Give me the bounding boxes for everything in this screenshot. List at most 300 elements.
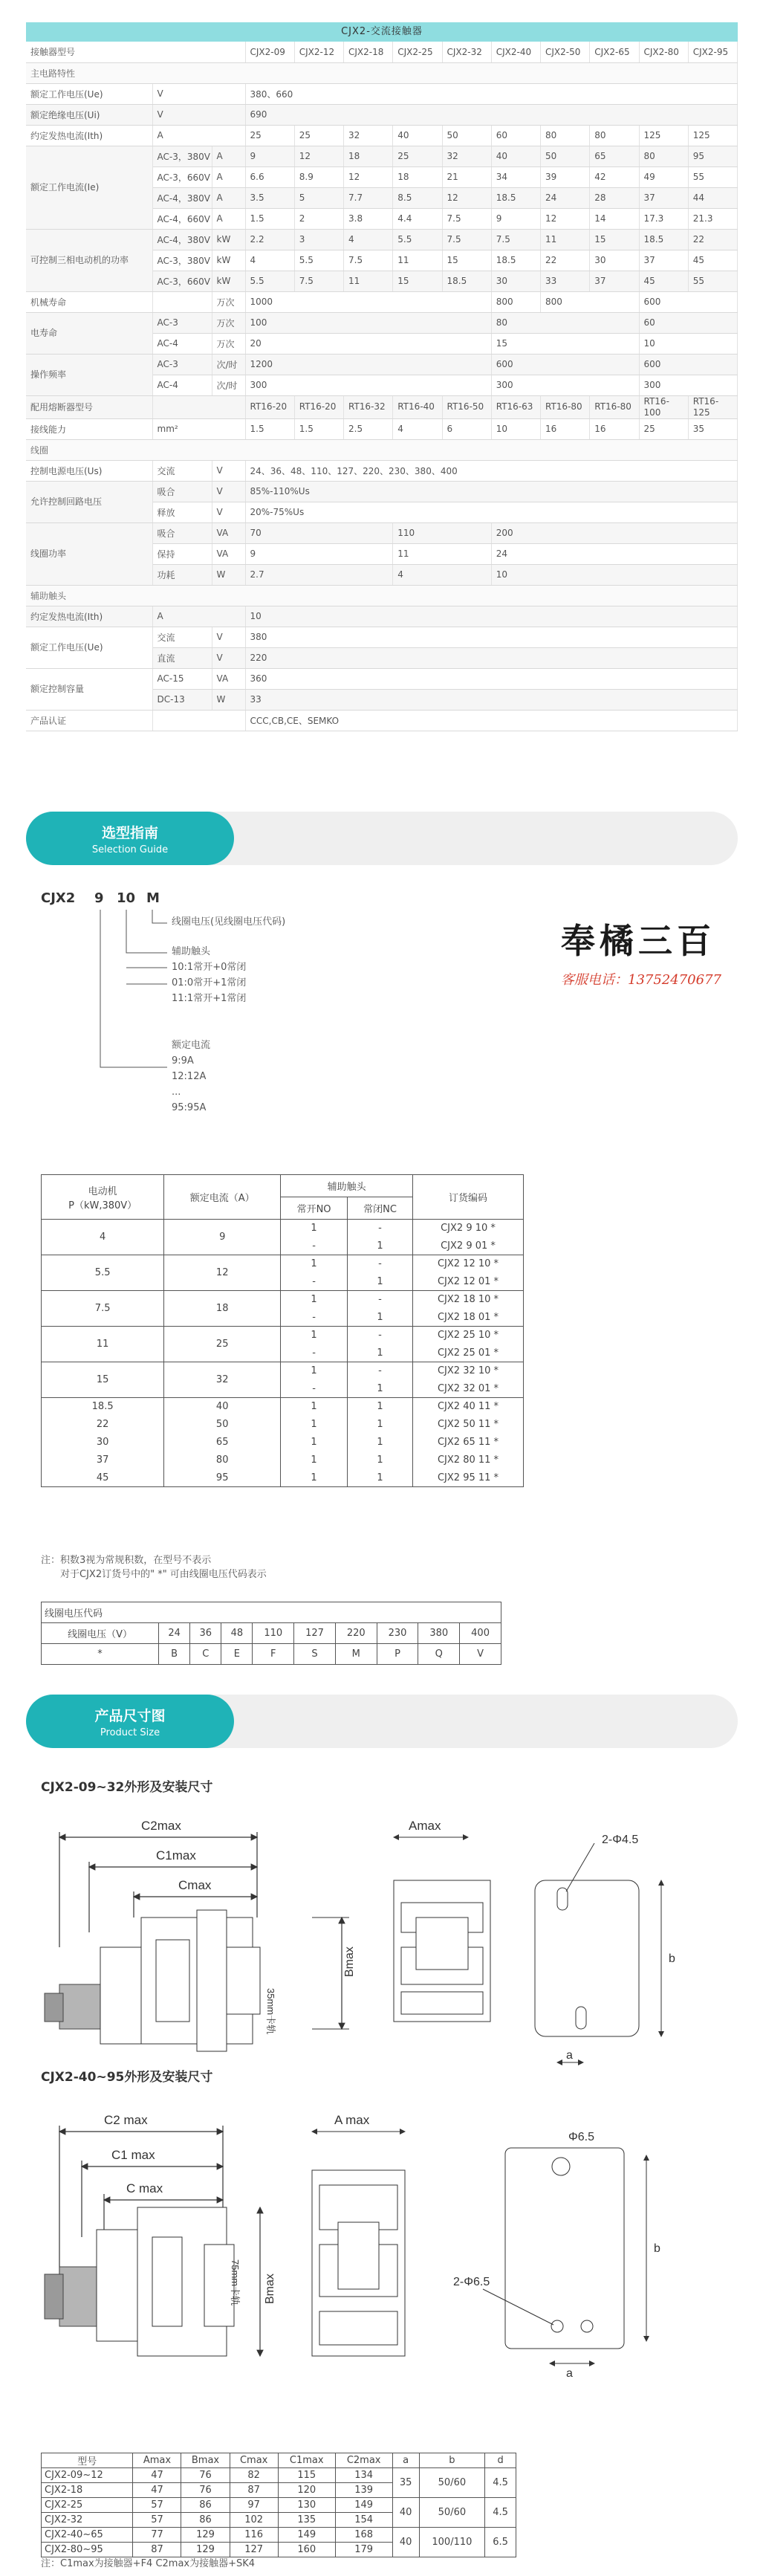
spec-unit [152,710,245,731]
spec-value: 600 [491,354,639,375]
spec-sub: AC-3，380V [152,146,212,166]
spec-value: 24 [491,543,737,564]
coil-code: B [159,1644,190,1665]
spec-value: 1.5 [245,418,294,439]
spec-value: 200 [491,522,737,543]
spec-row [26,481,738,502]
order-cell: 1 [348,1273,413,1291]
spec-sub [152,291,212,312]
code-coil: M [146,890,160,906]
dim1-rail-label: 35mm卡轨 [265,1988,276,2035]
spec-value: 11 [541,229,590,250]
order-h-aux: 辅助触头 [281,1175,413,1197]
spec-param-name: 控制电源电压(Us) [26,460,152,481]
dim-cell: 179 [335,2543,392,2557]
dim-cell: CJX2-40~65 [42,2528,133,2543]
spec-value: 7.7 [344,187,393,208]
dim-header: Amax [133,2453,181,2468]
spec-value: 32 [442,146,491,166]
spec-value: 37 [590,271,639,291]
dimension-note: 注：C1max为接触器+F4 C2max为接触器+SK4 [41,2558,256,2569]
spec-section-row [26,585,738,606]
spec-unit: 次/时 [212,375,245,395]
spec-param-name: 产品认证 [26,710,152,731]
spec-value: 24 [541,187,590,208]
coil-title-row [42,1602,501,1623]
order-header-row [42,1175,524,1197]
spec-row [26,229,738,250]
spec-value: RT16-100 [639,395,688,418]
spec-value: 14 [590,208,639,229]
spec-value: 50 [541,146,590,166]
coil-voltage: 220 [335,1623,377,1644]
spec-unit: A [212,146,245,166]
spec-value: 20 [245,333,491,354]
spec-unit: A [152,606,245,627]
spec-value: 7.5 [344,250,393,271]
spec-value: 300 [639,375,738,395]
dim2-b-label: Bmax [264,2274,276,2304]
spec-value: 60 [639,312,738,333]
dim-cell: 129 [181,2543,230,2557]
product-size-banner [26,1695,738,1748]
table-row [42,1327,524,1344]
spec-row [26,710,738,731]
table-row [42,1434,524,1452]
order-cell: 1 [348,1434,413,1452]
dim1-b-label: Bmax [343,1946,356,1977]
order-cell: 80 [164,1452,281,1469]
order-cell: 1 [348,1416,413,1434]
spec-model-4: CJX2-32 [442,42,491,62]
spec-value: 15 [491,333,639,354]
spec-value: 1.5 [294,418,343,439]
dim2-rail-label: 75mm卡轨 [230,2259,241,2306]
table-row [42,1469,524,1487]
spec-value: RT16-20 [245,395,294,418]
ann-current [172,1038,210,1116]
order-h-current: 额定电流（A） [164,1175,281,1220]
order-cell: 1 [348,1398,413,1416]
order-cell: 1 [348,1452,413,1469]
spec-value: 25 [393,146,442,166]
spec-value: 8.9 [294,166,343,187]
spec-sub: 交流 [152,627,212,647]
dim1-c2-label: C2max [141,1819,181,1833]
spec-row [26,668,738,689]
spec-unit: mm² [152,418,245,439]
order-cell: 1 [348,1237,413,1255]
table-row [42,2498,516,2513]
dim-d: 4.5 [485,2468,516,2498]
spec-unit: V [212,647,245,668]
spec-param-name: 额定控制容量 [26,668,152,710]
product-size-pill [26,1695,234,1748]
spec-sub: 直流 [152,647,212,668]
spec-value: 34 [491,166,540,187]
spec-value: RT16-50 [442,395,491,418]
brand-seal [561,914,758,988]
dim-cell: 47 [133,2483,181,2498]
dim-cell: 86 [181,2498,230,2513]
order-h-power: 电动机 P（kW,380V） [42,1175,164,1220]
table-row [42,1220,524,1237]
ann-current-12: 12:12A [172,1071,207,1082]
spec-value: 1000 [245,291,491,312]
spec-value: 300 [491,375,639,395]
order-current: 18 [164,1291,281,1327]
spec-value: 25 [245,125,294,146]
table-row [42,2468,516,2483]
order-cell: 1 [281,1362,348,1380]
dim-cell: 168 [335,2528,392,2543]
spec-sub: DC-13 [152,689,212,710]
spec-value: 22 [541,250,590,271]
dim-cell: 77 [133,2528,181,2543]
spec-param-name: 允许控制回路电压 [26,481,152,522]
order-power: 7.5 [42,1291,164,1327]
spec-value: 7.5 [442,208,491,229]
spec-value: 70 [245,522,393,543]
order-h-nc: 常闭NC [348,1197,413,1220]
ann-aux-10: 10:1常开+0常闭 [172,962,247,973]
dim2-mount-view [483,2148,646,2363]
ann-aux-11: 11:1常开+1常闭 [172,993,247,1004]
spec-value: 22 [688,229,737,250]
order-cell: - [281,1344,348,1362]
order-cell: CJX2 12 01 * [413,1273,524,1291]
spec-unit: kW [212,271,245,291]
spec-value: 18 [393,166,442,187]
dim2-c1-label: C1 max [111,2148,155,2162]
dim2-small-b: b [654,2242,660,2255]
dim-cell: 57 [133,2498,181,2513]
spec-value: 800 [491,291,540,312]
coil-star: * [42,1644,159,1665]
spec-unit: V [212,481,245,502]
order-cell: CJX2 32 10 * [413,1362,524,1380]
spec-row [26,606,738,627]
order-cell: 1 [281,1255,348,1273]
spec-row [26,627,738,647]
spec-row [26,83,738,104]
spec-value: RT16-80 [590,395,639,418]
selection-guide-title: 选型指南 [101,825,158,841]
dim-cell: 127 [230,2543,278,2557]
spec-value: 55 [688,166,737,187]
spec-value: 690 [245,104,738,125]
spec-value: 80 [541,125,590,146]
ann-current-9: 9:9A [172,1055,194,1067]
spec-sub: AC-3，380V [152,250,212,271]
order-cell: CJX2 18 01 * [413,1309,524,1327]
order-cell: CJX2 32 01 * [413,1380,524,1398]
coil-voltage: 110 [253,1623,294,1644]
spec-unit: kW [212,250,245,271]
dim-header: b [419,2453,485,2468]
coil-voltage-row [42,1623,501,1644]
spec-value: 35 [688,418,737,439]
spec-value: 1200 [245,354,491,375]
order-cell: 22 [42,1416,164,1434]
spec-unit: W [212,564,245,585]
order-cell: 1 [281,1416,348,1434]
spec-value: 18.5 [639,229,688,250]
coil-voltage: 127 [294,1623,336,1644]
spec-model-8: CJX2-80 [639,42,688,62]
spec-model-1: CJX2-12 [294,42,343,62]
spec-value: 21.3 [688,208,737,229]
spec-value: 18.5 [491,187,540,208]
table-row [42,1416,524,1434]
spec-unit: VA [212,543,245,564]
spec-value: 16 [541,418,590,439]
dim-cell: 116 [230,2528,278,2543]
dim-cell: 86 [181,2513,230,2528]
note-2: 对于CJX2订货号中的" *" 可由线圈电压代码表示 [60,1569,267,1580]
table-row [42,2528,516,2543]
spec-title: CJX2-交流接触器 [26,22,738,42]
spec-value: 10 [491,418,540,439]
spec-value: 12 [541,208,590,229]
spec-unit: V [152,104,245,125]
order-h-no: 常开NO [281,1197,348,1220]
coil-code-row [42,1644,501,1665]
table-row [42,1452,524,1469]
spec-unit: 万次 [212,291,245,312]
spec-value: 5.5 [393,229,442,250]
spec-value: 7.5 [442,229,491,250]
order-cell: 1 [281,1327,348,1344]
spec-value: 4 [344,229,393,250]
spec-value: 2.7 [245,564,393,585]
order-cell: 1 [281,1398,348,1416]
dim-cell: CJX2-09~12 [42,2468,133,2483]
spec-value: 30 [491,271,540,291]
spec-value: 80 [590,125,639,146]
spec-value: 11 [344,271,393,291]
dim-a: 35 [392,2468,419,2498]
spec-value: 20%-75%Us [245,502,738,522]
spec-table-block [26,22,738,731]
dim1-hole-label: 2-Φ4.5 [602,1834,639,1846]
dim2-drawing [37,2088,743,2378]
spec-value: RT16-40 [393,395,442,418]
order-cell: CJX2 25 01 * [413,1344,524,1362]
spec-row [26,104,738,125]
order-cell: 37 [42,1452,164,1469]
order-notes [41,1553,267,1582]
dim2-c-label: C max [126,2181,163,2195]
spec-value: 11 [393,543,492,564]
order-cell: - [281,1237,348,1255]
order-cell: CJX2 50 11 * [413,1416,524,1434]
spec-value: 18.5 [491,250,540,271]
order-cell: 1 [348,1344,413,1362]
spec-value: 3.5 [245,187,294,208]
dim-cell: 134 [335,2468,392,2483]
coil-code: Q [418,1644,460,1665]
spec-value: 39 [541,166,590,187]
spec-param-name: 可控制三相电动机的功率 [26,229,152,291]
selection-guide-pill [26,812,234,865]
order-cell: 1 [281,1434,348,1452]
spec-value: 4.4 [393,208,442,229]
dim-cell: 139 [335,2483,392,2498]
order-cell: 65 [164,1434,281,1452]
spec-param-name: 约定发热电流(Ith) [26,606,152,627]
spec-value: 5 [294,187,343,208]
spec-value: 5.5 [294,250,343,271]
spec-param-name: 机械寿命 [26,291,152,312]
spec-value: 25 [639,418,688,439]
order-cell: - [348,1220,413,1237]
dim-cell: 47 [133,2468,181,2483]
order-cell: CJX2 25 10 * [413,1327,524,1344]
order-cell: 1 [348,1380,413,1398]
selection-guide-subtitle: Selection Guide [91,844,169,855]
ann-current-95: 95:95A [172,1102,207,1113]
spec-model-9: CJX2-95 [688,42,737,62]
ann-coil: 线圈电压(见线圈电压代码) [172,916,286,928]
spec-unit: V [212,502,245,522]
order-current: 25 [164,1327,281,1362]
order-cell: CJX2 40 11 * [413,1398,524,1416]
order-cell: 1 [348,1469,413,1487]
order-cell: - [281,1380,348,1398]
code-aux: 10 [117,890,136,906]
coil-voltage: 24 [159,1623,190,1644]
ann-aux-01: 01:0常开+1常闭 [172,977,247,988]
dim-header: a [392,2453,419,2468]
dim-cell: 82 [230,2468,278,2483]
table-row [42,1255,524,1273]
order-cell: CJX2 18 10 * [413,1291,524,1309]
spec-value: 8.5 [393,187,442,208]
spec-row [26,146,738,166]
spec-value: CCC,CB,CE、SEMKO [245,710,738,731]
dim-cell: CJX2-80~95 [42,2543,133,2557]
spec-sub: AC-4 [152,333,212,354]
order-cell: 1 [348,1309,413,1327]
spec-model-0: CJX2-09 [245,42,294,62]
order-power: 5.5 [42,1255,164,1291]
spec-value: 25 [294,125,343,146]
code-current: 9 [94,890,104,906]
order-cell: 1 [281,1291,348,1309]
spec-value: 24、36、48、110、127、220、230、380、400 [245,460,738,481]
spec-value: 600 [639,354,738,375]
dim-b: 50/60 [419,2498,485,2528]
spec-row [26,291,738,312]
spec-value: 49 [639,166,688,187]
spec-value: 10 [245,606,738,627]
spec-value: 9 [245,543,393,564]
dim-header-row [42,2453,516,2468]
spec-param-name: 线圈功率 [26,522,152,585]
coil-code: F [253,1644,294,1665]
dim-d: 4.5 [485,2498,516,2528]
coil-code: P [377,1644,418,1665]
dim1-drawing [37,1799,743,2062]
spec-unit [152,395,245,418]
dimension-table [41,2453,516,2557]
note-1: 注：积数3视为常规积数，在型号不表示 [41,1555,212,1566]
spec-value: 2.5 [344,418,393,439]
spec-value: 18 [344,146,393,166]
spec-param-name: 配用熔断器型号 [26,395,152,418]
coil-voltage: 400 [460,1623,501,1644]
order-cell: CJX2 65 11 * [413,1434,524,1452]
spec-value: 30 [590,250,639,271]
spec-value: 11 [393,250,442,271]
spec-unit: 次/时 [212,354,245,375]
dim-cell: CJX2-32 [42,2513,133,2528]
spec-value: 60 [491,125,540,146]
spec-row [26,395,738,418]
spec-section-label: 辅助触头 [26,585,738,606]
dim-cell: 57 [133,2513,181,2528]
spec-value: 360 [245,668,738,689]
dim2-side-view [45,2207,234,2356]
spec-sub: AC-4，380V [152,187,212,208]
spec-row [26,125,738,146]
spec-value: 80 [491,312,639,333]
dim-header: Bmax [181,2453,230,2468]
spec-sub: 保持 [152,543,212,564]
coil-voltage: 48 [221,1623,253,1644]
spec-value: 21 [442,166,491,187]
order-cell: - [281,1273,348,1291]
spec-value: 125 [639,125,688,146]
dim-cell: 149 [278,2528,335,2543]
spec-value: 9 [491,208,540,229]
spec-value: 6 [442,418,491,439]
spec-unit: VA [212,522,245,543]
spec-unit: 万次 [212,333,245,354]
spec-value: 15 [590,229,639,250]
order-cell: - [348,1327,413,1344]
spec-value: RT16-63 [491,395,540,418]
spec-param-name: 接线能力 [26,418,152,439]
dim2-a-label: A max [334,2113,370,2127]
order-cell: CJX2 12 10 * [413,1255,524,1273]
dim-cell: 154 [335,2513,392,2528]
dim-header: C2max [335,2453,392,2468]
spec-value: 28 [590,187,639,208]
order-cell: - [348,1291,413,1309]
spec-param-name: 额定工作电流(Ie) [26,146,152,229]
spec-value: 45 [688,250,737,271]
spec-value: 6.6 [245,166,294,187]
order-cell: 30 [42,1434,164,1452]
coil-voltage-table [41,1602,501,1665]
spec-value: 33 [245,689,738,710]
dim-a: 40 [392,2528,419,2557]
dim2-front-view [312,2132,405,2356]
spec-value: 3 [294,229,343,250]
order-cell: 18.5 [42,1398,164,1416]
ann-current-ellipsis: ... [172,1087,181,1098]
dim2-hole-label: 2-Φ6.5 [453,2276,490,2288]
order-cell: 1 [281,1452,348,1469]
dim-b: 50/60 [419,2468,485,2498]
spec-value: 4 [245,250,294,271]
spec-value: 7.5 [491,229,540,250]
order-current: 9 [164,1220,281,1255]
spec-table [26,42,738,731]
spec-unit: VA [212,668,245,689]
